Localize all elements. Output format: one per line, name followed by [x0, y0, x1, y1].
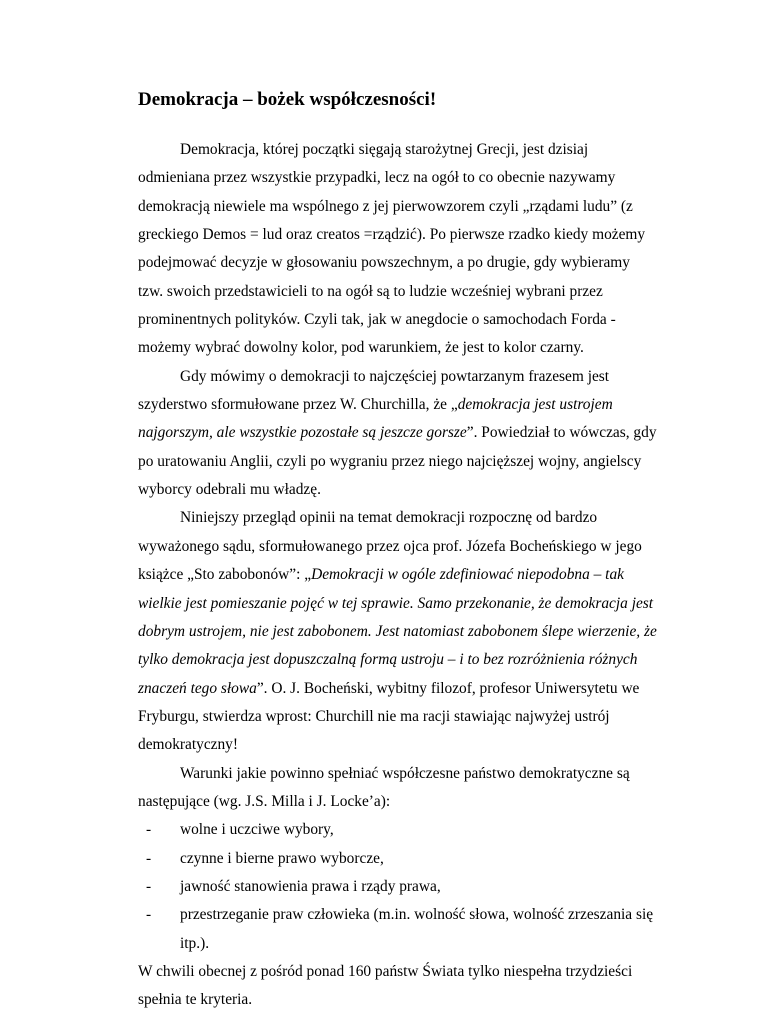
- list-item: [138, 901, 658, 958]
- paragraph-3-text-start: Niniejszy przegląd opinii na temat demokracji rozpocznę od bardzo wyważonego sądu, sformułowanego przez ojca prof. Józefa Bocheńskiego w jego książce „Sto zabobonów”: „: [138, 509, 642, 584]
- list-item: [138, 816, 658, 844]
- list-item-text: przestrzeganie praw człowieka (m.in. wolność słowa, wolność zrzeszania się itp.).: [180, 906, 654, 952]
- bochenski-quote: Demokracji w ogóle zdefiniować niepodobna – tak wielkie jest pomieszanie pojęć w tej sprawie. Samo przekonanie, że demokracja jest dobrym ustrojem, nie jest zabobonem. Jest natomiast zabobonem ślepe wierzenie, że tylko demokracja jest dopuszczalną formą ustroju – i to bez rozróżnienia różnych znaczeń tego słowa: [138, 566, 657, 697]
- list-dash: -: [146, 877, 152, 895]
- list-item-text: czynne i bierne prawo wyborcze,: [180, 849, 384, 867]
- list-dash: -: [146, 849, 152, 867]
- list-item-text: wolne i uczciwe wybory,: [180, 821, 334, 839]
- paragraph-5: W chwili obecnej z pośród ponad 160 państw Świata tylko niespełna trzydzieści spełnia te kryteria.: [138, 962, 633, 1009]
- list-item-text: jawność stanowienia prawa i rządy prawa,: [180, 877, 441, 895]
- document-body: [138, 136, 658, 1015]
- list-item: [138, 873, 658, 901]
- paragraph-1: Demokracja, której początki sięgają starożytnej Grecji, jest dzisiaj odmieniana przez wszystkie przypadki, lecz na ogół to co obecnie nazywamy demokracją niewiele ma wspólnego z jej pierwowzorem czyli „rządami ludu” (z greckiego Demos = lud oraz creatos =rządzić). Po pierwsze rzadko kiedy możemy podejmować decyzje w głosowaniu powszechnym, a po drugie, gdy wybieramy tzw. swoich przedstawicieli to na ogół są to ludzie wcześniej wybrani przez prominentnych polityków. Czyli tak, jak w anegdocie o samochodach Forda - możemy wybrać dowolny kolor, pod warunkiem, że jest to kolor czarny.: [138, 141, 646, 357]
- churchill-quote: demokracja jest ustrojem najgorszym, ale wszystkie pozostałe są jeszcze gorsze: [138, 396, 613, 442]
- paragraph-2: [138, 363, 658, 505]
- document-title: Demokracja – bożek współczesności!: [138, 89, 437, 110]
- list-dash: -: [146, 906, 152, 924]
- list-item: [138, 845, 658, 873]
- list-dash: -: [146, 821, 152, 839]
- paragraph-2-text-start: Gdy mówimy o demokracji to najczęściej powtarzanym frazesem jest szyderstwo sformułowane przez W. Churchilla, że „: [138, 367, 610, 414]
- paragraph-4: Warunki jakie powinno spełniać współczesne państwo demokratyczne są następujące (wg. J.S. Milla i J. Locke’a):: [138, 764, 630, 810]
- paragraph-3: [138, 504, 658, 759]
- paragraph-3-text-end: ”. O. J. Bocheński, wybitny filozof, profesor Uniwersytetu we Fryburgu, stwierdza wprost: Churchill nie ma racji stawiając najwyżej ustrój demokratyczny!: [138, 679, 640, 754]
- paragraph-2-text-end: ”. Powiedział to wówczas, gdy po uratowaniu Anglii, czyli po wygraniu przez niego najcięższej wojny, angielscy wyborcy odebrali mu władzę.: [138, 424, 657, 499]
- conditions-list: [138, 816, 658, 958]
